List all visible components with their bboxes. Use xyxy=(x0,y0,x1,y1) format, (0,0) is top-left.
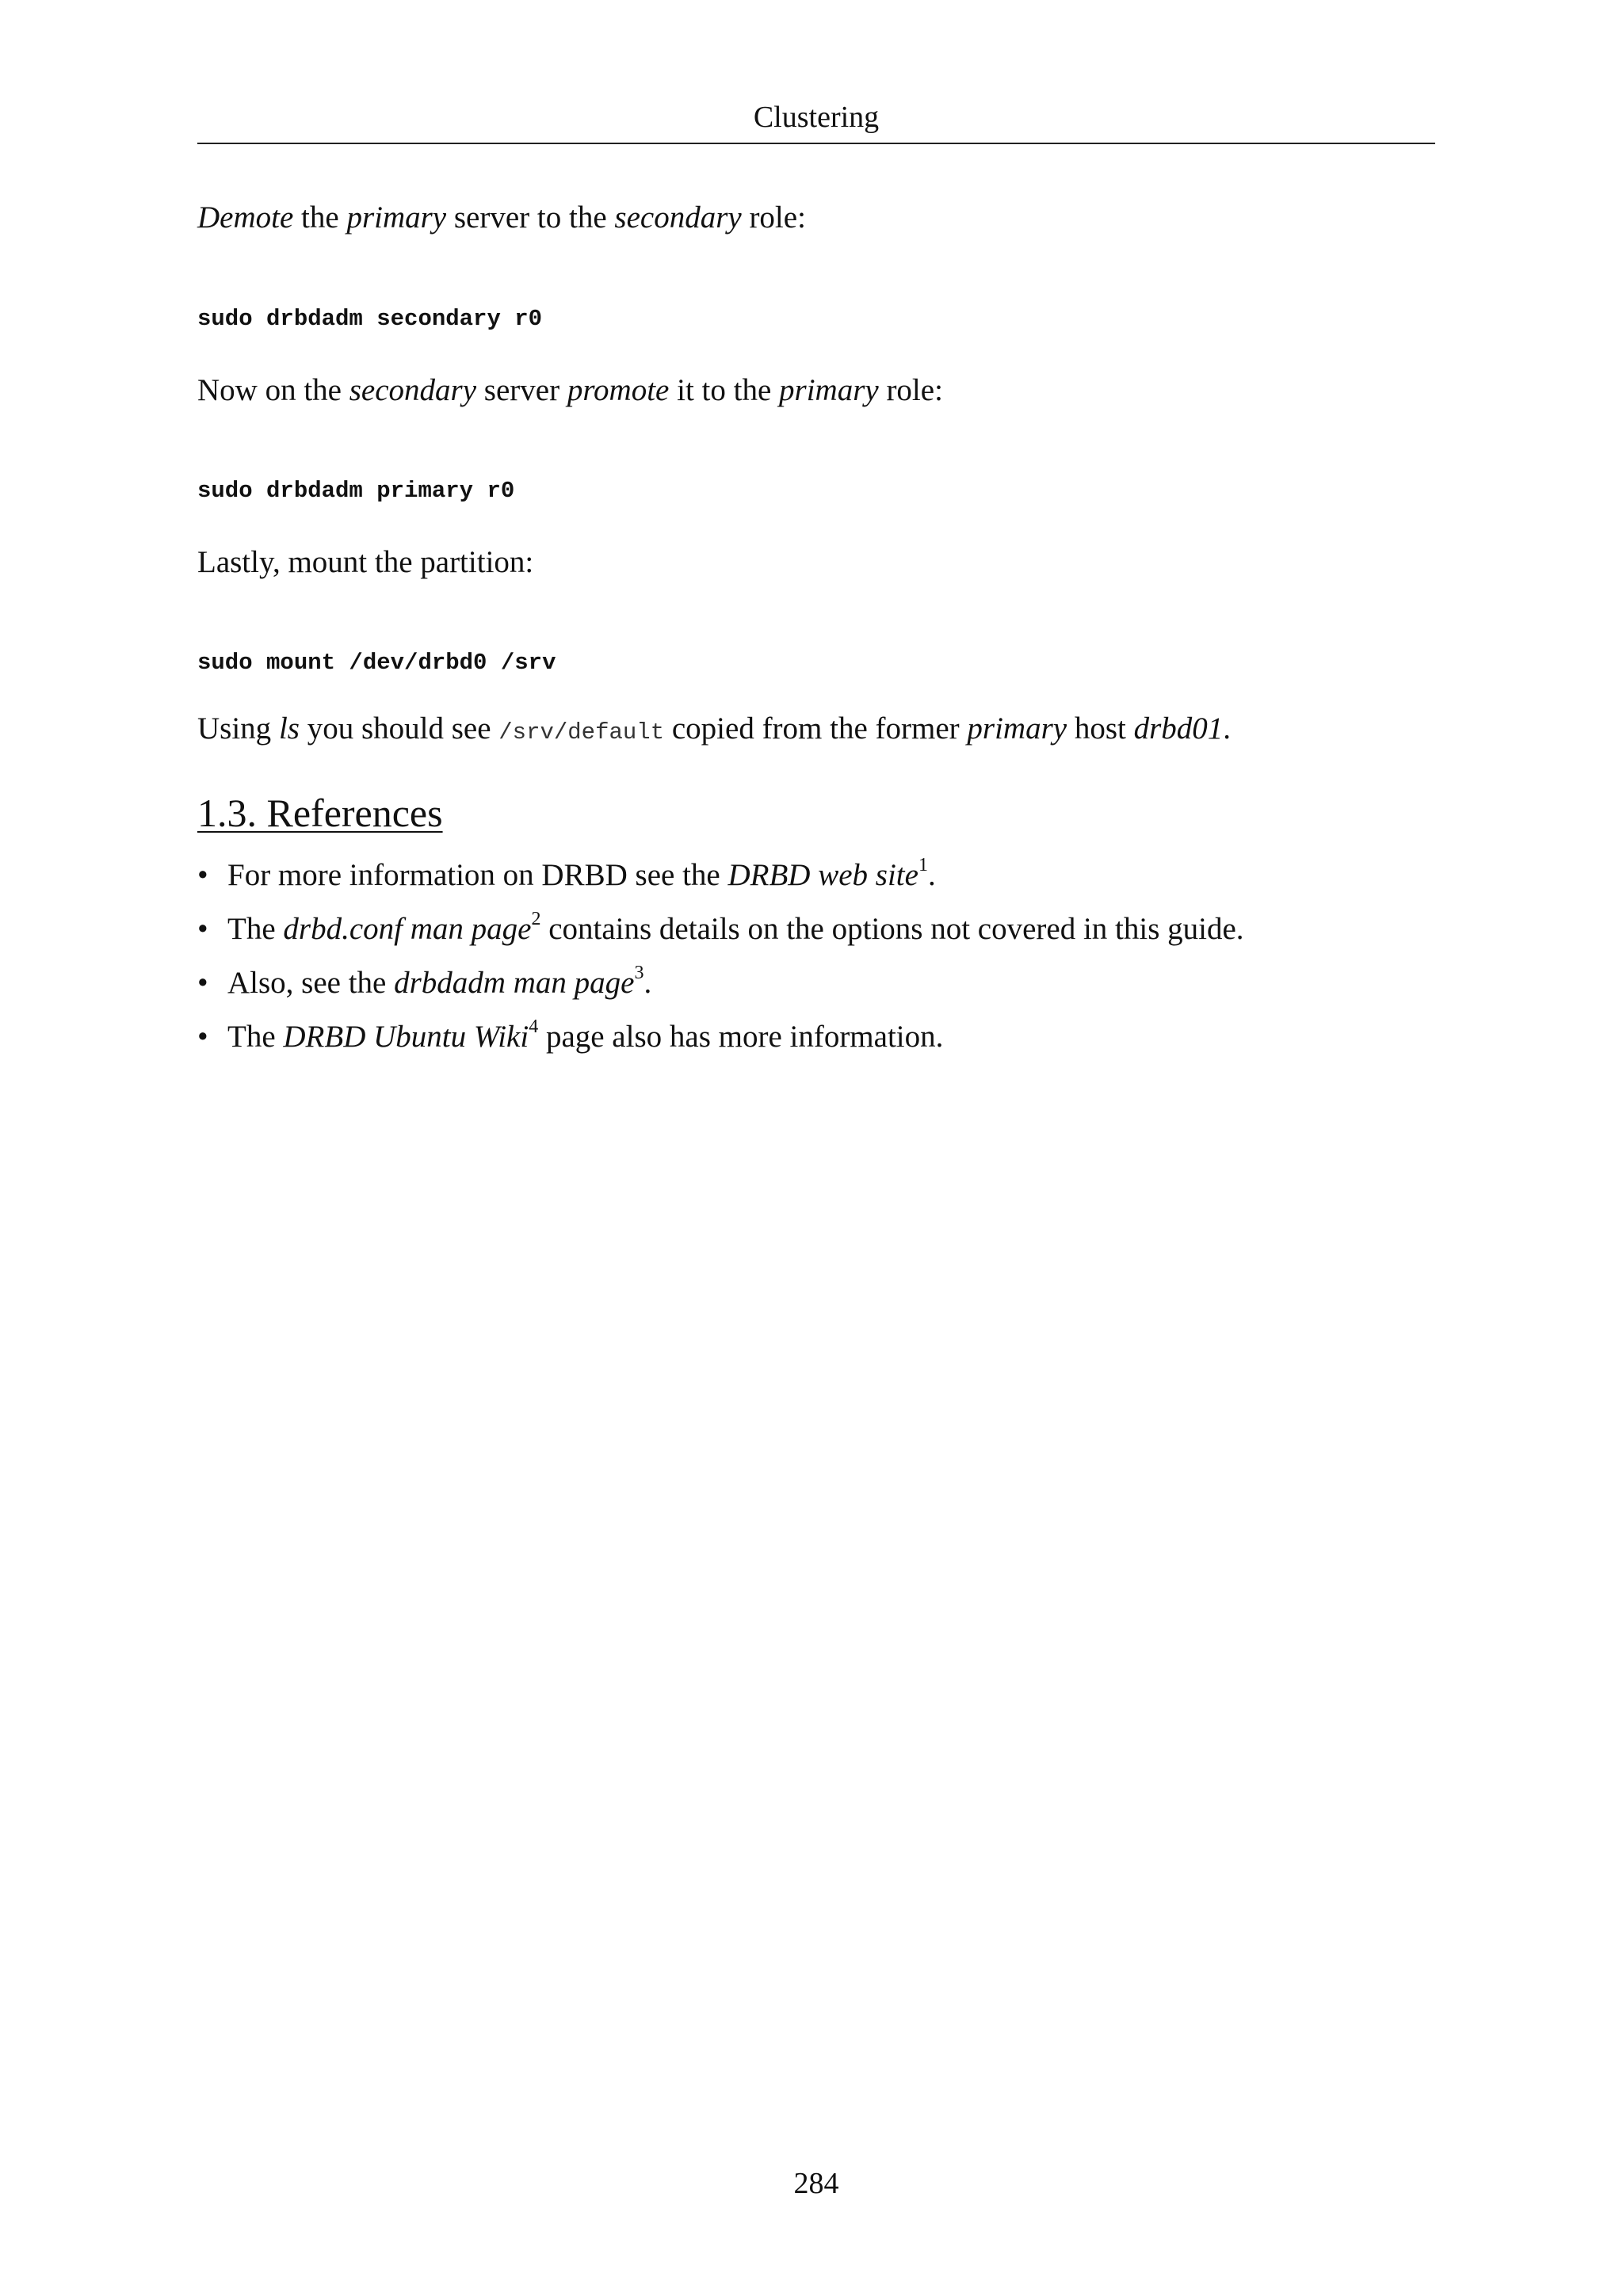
running-header: Clustering xyxy=(753,101,880,134)
link-drbd-web-site[interactable]: DRBD web site xyxy=(727,858,918,892)
text-segment: it to the xyxy=(669,373,780,407)
list-item xyxy=(197,963,1244,1017)
footnote-marker[interactable]: 2 xyxy=(531,909,541,929)
text-segment: The xyxy=(227,1020,284,1054)
text-segment: Also, see the xyxy=(227,966,395,1000)
list-item xyxy=(197,856,1244,910)
text-segment: you should see xyxy=(299,711,499,746)
emphasis-demote: Demote xyxy=(197,200,294,235)
footnote-marker[interactable]: 4 xyxy=(529,1016,539,1037)
bullet-marker: • xyxy=(197,858,208,892)
text-segment: page also has more information. xyxy=(538,1020,944,1054)
text-segment: . xyxy=(643,966,652,1000)
text-segment: role: xyxy=(878,373,943,407)
footnote-marker[interactable]: 1 xyxy=(918,855,928,875)
references-list xyxy=(197,856,1244,1071)
emphasis-primary: primary xyxy=(967,711,1067,746)
text-segment: For more information on DRBD see the xyxy=(227,858,728,892)
list-item xyxy=(197,1017,1244,1071)
link-drbdadm-man-page[interactable]: drbdadm man page xyxy=(394,966,635,1000)
link-drbd-ubuntu-wiki[interactable]: DRBD Ubuntu Wiki xyxy=(283,1020,529,1054)
footnote-marker[interactable]: 3 xyxy=(634,963,644,983)
link-drbd-conf-man-page[interactable]: drbd.conf man page xyxy=(283,912,532,946)
text-segment: server to the xyxy=(446,200,615,235)
paragraph-promote xyxy=(197,371,943,410)
text-segment: The xyxy=(227,912,284,946)
paragraph-mount: Lastly, mount the partition: xyxy=(197,545,534,579)
bullet-marker: • xyxy=(197,966,208,1000)
code-block-mount: sudo mount /dev/drbd0 /srv xyxy=(197,650,556,676)
text-segment: Now on the xyxy=(197,373,349,407)
header-divider xyxy=(197,143,1435,144)
text-segment: role: xyxy=(741,200,806,235)
emphasis-secondary: secondary xyxy=(349,373,477,407)
section-heading-references[interactable]: 1.3. References xyxy=(197,791,443,835)
text-segment: copied from the former xyxy=(664,711,968,746)
emphasis-primary: primary xyxy=(346,200,447,235)
emphasis-ls: ls xyxy=(278,711,300,746)
text-segment: . xyxy=(1223,711,1232,746)
page-number: 284 xyxy=(793,2167,839,2200)
text-segment: the xyxy=(293,200,347,235)
code-block-secondary: sudo drbdadm secondary r0 xyxy=(197,306,543,332)
paragraph-using-ls xyxy=(197,709,1231,753)
bullet-marker: • xyxy=(197,912,208,946)
emphasis-secondary: secondary xyxy=(614,200,742,235)
emphasis-hostname: drbd01 xyxy=(1133,711,1224,746)
bullet-marker: • xyxy=(197,1020,208,1054)
code-block-primary: sudo drbdadm primary r0 xyxy=(197,478,515,504)
paragraph-demote xyxy=(197,198,806,238)
text-segment: host xyxy=(1067,711,1134,746)
text-segment: contains details on the options not covered in this guide. xyxy=(540,912,1244,946)
text-segment: server xyxy=(476,373,567,407)
inline-code-path: /srv/default xyxy=(498,719,665,746)
text-segment: Using xyxy=(197,711,279,746)
list-item xyxy=(197,910,1244,963)
text-segment: . xyxy=(927,858,936,892)
emphasis-primary: primary xyxy=(779,373,879,407)
emphasis-promote: promote xyxy=(567,373,670,407)
